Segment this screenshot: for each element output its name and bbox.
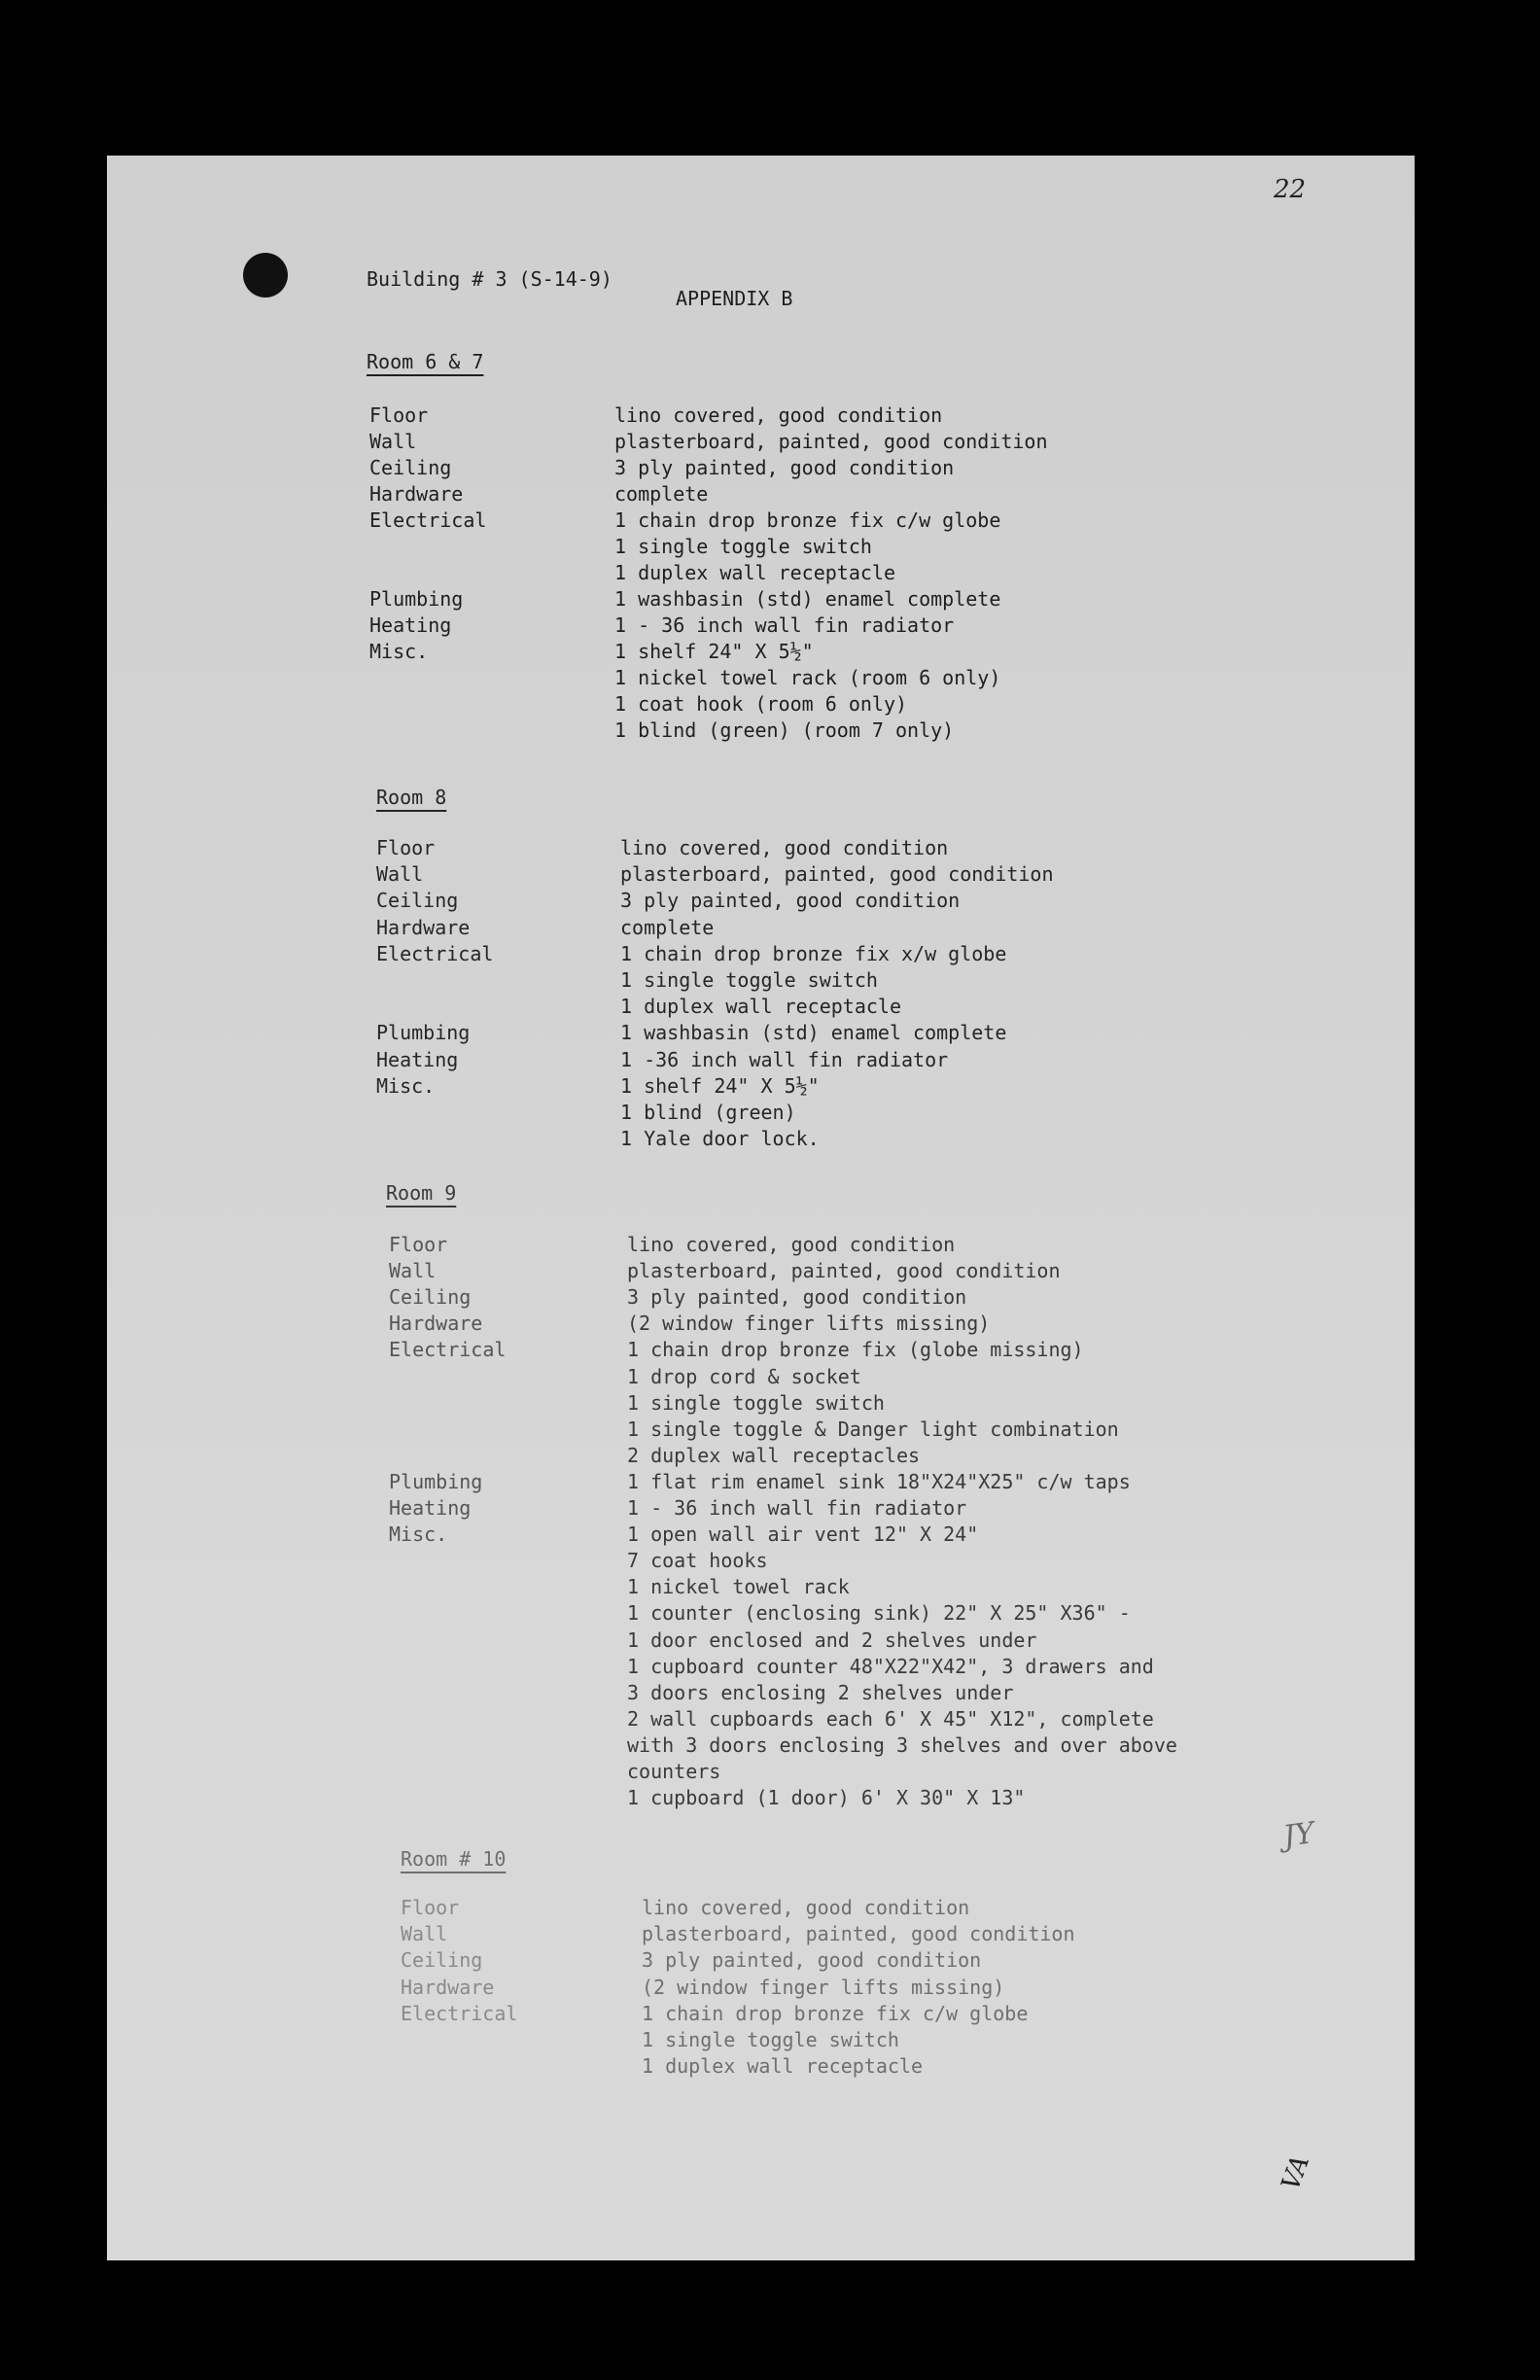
field-value: 1 chain drop bronze fix (globe missing) (627, 1338, 1084, 1362)
field-value: 1 duplex wall receptacle (614, 561, 895, 584)
field-value: 2 wall cupboards each 6' X 45" X12", complete (627, 1706, 1154, 1731)
field-label: Heating (369, 613, 452, 637)
field-value: 1 drop cord & socket (627, 1364, 861, 1388)
field-label: Hardware (369, 482, 464, 506)
field-label: Heating (376, 1047, 459, 1071)
field-value: lino covered, good condition (642, 1896, 970, 1919)
field-value: 1 blind (green) (620, 1101, 796, 1124)
field-label: Misc. (389, 1522, 448, 1547)
field-value: 1 single toggle switch (620, 968, 878, 992)
field-label: Plumbing (389, 1469, 483, 1493)
field-value: complete (620, 915, 715, 939)
field-value: plasterboard, painted, good condition (642, 1922, 1075, 1946)
field-label: Electrical (389, 1338, 507, 1362)
field-label: Ceiling (376, 889, 459, 913)
field-value: 1 coat hook (room 6 only) (614, 692, 908, 716)
room-title: Room 6 & 7 (367, 350, 484, 373)
field-label: Ceiling (369, 456, 452, 479)
field-value: 2 duplex wall receptacles (627, 1443, 921, 1467)
field-value: 1 cupboard (1 door) 6' X 30" X 13" (627, 1786, 1026, 1810)
field-label: Electrical (376, 941, 494, 965)
field-label: Hardware (401, 1975, 495, 1999)
field-value: 1 nickel towel rack (627, 1575, 850, 1599)
field-value: 1 -36 inch wall fin radiator (620, 1047, 949, 1071)
field-value: 1 shelf 24" X 5½" (620, 1073, 820, 1098)
building-header: Building # 3 (S-14-9) (367, 267, 612, 291)
field-value: 1 blind (green) (room 7 only) (614, 718, 955, 742)
field-value: 1 chain drop bronze fix c/w globe (642, 2001, 1029, 2025)
field-value: 3 doors enclosing 2 shelves under (627, 1680, 1014, 1704)
field-value: 1 nickel towel rack (room 6 only) (614, 666, 1001, 689)
field-label: Wall (389, 1259, 437, 1283)
field-value: 3 ply painted, good condition (614, 456, 955, 479)
field-label: Hardware (389, 1312, 483, 1336)
field-value: lino covered, good condition (614, 403, 943, 427)
field-value: 1 duplex wall receptacle (642, 2054, 923, 2079)
field-value: counters (627, 1760, 721, 1783)
field-value: 1 single toggle switch (642, 2028, 899, 2051)
field-label: Ceiling (401, 1948, 483, 1973)
field-value: 1 single toggle & Danger light combination (627, 1417, 1119, 1441)
room-title: Room 9 (386, 1181, 457, 1205)
field-value: 1 chain drop bronze fix c/w globe (614, 508, 1001, 532)
field-value: 1 counter (enclosing sink) 22" X 25" X36" - (627, 1601, 1131, 1626)
appendix-title: APPENDIX B (676, 287, 793, 310)
field-value: (2 window finger lifts missing) (642, 1975, 1005, 1999)
field-value: 1 duplex wall receptacle (620, 995, 901, 1019)
field-value: 1 washbasin (std) enamel complete (620, 1021, 1007, 1045)
field-value: lino covered, good condition (627, 1233, 956, 1256)
field-value: 3 ply painted, good condition (620, 889, 961, 913)
field-value: 7 coat hooks (627, 1549, 768, 1573)
field-value: (2 window finger lifts missing) (627, 1312, 991, 1336)
field-value: with 3 doors enclosing 3 shelves and over above (627, 1732, 1177, 1757)
field-label: Plumbing (376, 1021, 471, 1045)
field-value: 1 - 36 inch wall fin radiator (614, 613, 955, 637)
field-label: Hardware (376, 915, 471, 939)
field-label: Misc. (376, 1073, 436, 1098)
document-page (107, 156, 1415, 2260)
field-label: Floor (389, 1233, 448, 1256)
field-value: 1 single toggle switch (627, 1390, 885, 1415)
field-value: complete (614, 482, 709, 506)
field-value: 1 Yale door lock. (620, 1127, 820, 1151)
field-value: 1 door enclosed and 2 shelves under (627, 1628, 1037, 1652)
field-value: 1 open wall air vent 12" X 24" (627, 1522, 979, 1547)
field-value: 1 cupboard counter 48"X22"X42", 3 drawers and (627, 1654, 1154, 1678)
field-value: lino covered, good condition (620, 836, 949, 859)
field-label: Plumbing (369, 587, 464, 611)
field-label: Electrical (369, 508, 487, 532)
page-number: 22 (1274, 175, 1307, 204)
field-label: Wall (376, 862, 424, 887)
field-value: 1 shelf 24" X 5½" (614, 640, 814, 663)
field-value: 1 single toggle switch (614, 535, 872, 558)
room-title: Room 8 (376, 786, 447, 809)
field-label: Wall (401, 1922, 448, 1946)
field-label: Floor (369, 403, 429, 427)
field-label: Misc. (369, 640, 429, 663)
field-value: plasterboard, painted, good condition (627, 1259, 1061, 1283)
punch-hole (243, 253, 288, 298)
field-label: Wall (369, 430, 417, 453)
field-label: Ceiling (389, 1285, 472, 1310)
room-title: Room # 10 (401, 1847, 507, 1871)
field-label: Electrical (401, 2001, 518, 2025)
field-value: 3 ply painted, good condition (627, 1285, 967, 1310)
handwritten-mark: VA (1276, 2152, 1316, 2194)
field-value: 1 chain drop bronze fix x/w globe (620, 941, 1007, 965)
field-value: 1 washbasin (std) enamel complete (614, 587, 1001, 611)
field-label: Heating (389, 1496, 472, 1520)
field-value: 3 ply painted, good condition (642, 1948, 982, 1973)
field-label: Floor (401, 1896, 460, 1919)
field-value: plasterboard, painted, good condition (620, 862, 1054, 887)
field-label: Floor (376, 836, 436, 859)
field-value: plasterboard, painted, good condition (614, 430, 1048, 453)
field-value: 1 - 36 inch wall fin radiator (627, 1496, 967, 1520)
field-value: 1 flat rim enamel sink 18"X24"X25" c/w taps (627, 1469, 1131, 1493)
handwritten-initials: JY (1280, 1815, 1317, 1855)
